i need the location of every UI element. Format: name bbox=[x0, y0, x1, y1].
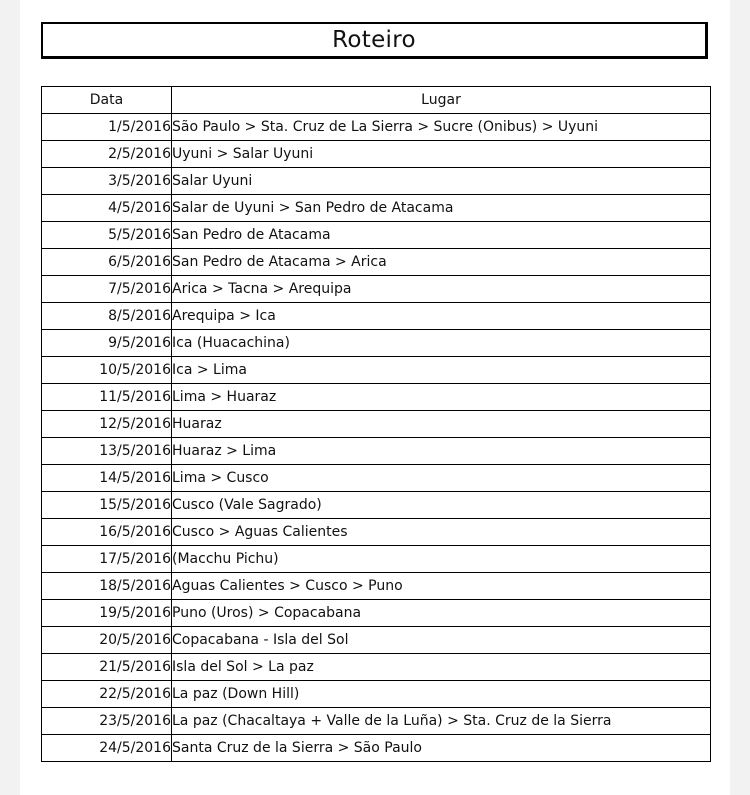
place-cell: Arica > Tacna > Arequipa bbox=[172, 276, 711, 303]
table-row bbox=[42, 357, 711, 384]
table-row bbox=[42, 519, 711, 546]
column-header-lugar: Lugar bbox=[172, 87, 711, 114]
date-cell: 23/5/2016 bbox=[42, 708, 172, 735]
table-row bbox=[42, 654, 711, 681]
place-cell: La paz (Chacaltaya + Valle de la Luña) > Sta. Cruz de la Sierra bbox=[172, 708, 711, 735]
date-cell: 24/5/2016 bbox=[42, 735, 172, 762]
table-header-row bbox=[42, 87, 711, 114]
place-cell: Puno (Uros) > Copacabana bbox=[172, 600, 711, 627]
date-cell: 8/5/2016 bbox=[42, 303, 172, 330]
table-row bbox=[42, 249, 711, 276]
place-cell: Salar de Uyuni > San Pedro de Atacama bbox=[172, 195, 711, 222]
document-sheet bbox=[20, 0, 730, 795]
table-row bbox=[42, 411, 711, 438]
table-row bbox=[42, 627, 711, 654]
itinerary-table bbox=[41, 86, 711, 762]
date-cell: 10/5/2016 bbox=[42, 357, 172, 384]
date-cell: 16/5/2016 bbox=[42, 519, 172, 546]
table-row bbox=[42, 465, 711, 492]
date-cell: 18/5/2016 bbox=[42, 573, 172, 600]
table-row bbox=[42, 276, 711, 303]
place-cell: (Macchu Pichu) bbox=[172, 546, 711, 573]
place-cell: Lima > Huaraz bbox=[172, 384, 711, 411]
date-cell: 1/5/2016 bbox=[42, 114, 172, 141]
place-cell: Huaraz bbox=[172, 411, 711, 438]
date-cell: 7/5/2016 bbox=[42, 276, 172, 303]
table-row bbox=[42, 492, 711, 519]
place-cell: Ica (Huacachina) bbox=[172, 330, 711, 357]
date-cell: 4/5/2016 bbox=[42, 195, 172, 222]
date-cell: 20/5/2016 bbox=[42, 627, 172, 654]
table-row bbox=[42, 114, 711, 141]
place-cell: São Paulo > Sta. Cruz de La Sierra > Sucre (Onibus) > Uyuni bbox=[172, 114, 711, 141]
date-cell: 14/5/2016 bbox=[42, 465, 172, 492]
place-cell: Isla del Sol > La paz bbox=[172, 654, 711, 681]
table-row bbox=[42, 600, 711, 627]
table-row bbox=[42, 573, 711, 600]
place-cell: Cusco > Aguas Calientes bbox=[172, 519, 711, 546]
date-cell: 21/5/2016 bbox=[42, 654, 172, 681]
date-cell: 22/5/2016 bbox=[42, 681, 172, 708]
place-cell: Huaraz > Lima bbox=[172, 438, 711, 465]
table-row bbox=[42, 141, 711, 168]
date-cell: 13/5/2016 bbox=[42, 438, 172, 465]
table-row bbox=[42, 222, 711, 249]
place-cell: Lima > Cusco bbox=[172, 465, 711, 492]
date-cell: 17/5/2016 bbox=[42, 546, 172, 573]
table-row bbox=[42, 438, 711, 465]
date-cell: 12/5/2016 bbox=[42, 411, 172, 438]
place-cell: San Pedro de Atacama > Arica bbox=[172, 249, 711, 276]
table-row bbox=[42, 681, 711, 708]
date-cell: 6/5/2016 bbox=[42, 249, 172, 276]
place-cell: Cusco (Vale Sagrado) bbox=[172, 492, 711, 519]
place-cell: Ica > Lima bbox=[172, 357, 711, 384]
table-row bbox=[42, 384, 711, 411]
table-row bbox=[42, 546, 711, 573]
date-cell: 19/5/2016 bbox=[42, 600, 172, 627]
place-cell: Santa Cruz de la Sierra > São Paulo bbox=[172, 735, 711, 762]
date-cell: 9/5/2016 bbox=[42, 330, 172, 357]
table-row bbox=[42, 330, 711, 357]
date-cell: 11/5/2016 bbox=[42, 384, 172, 411]
table-row bbox=[42, 195, 711, 222]
date-cell: 15/5/2016 bbox=[42, 492, 172, 519]
page-title: Roteiro bbox=[41, 22, 708, 59]
table-row bbox=[42, 735, 711, 762]
date-cell: 3/5/2016 bbox=[42, 168, 172, 195]
table-row bbox=[42, 168, 711, 195]
place-cell: Arequipa > Ica bbox=[172, 303, 711, 330]
table-row bbox=[42, 708, 711, 735]
place-cell: Uyuni > Salar Uyuni bbox=[172, 141, 711, 168]
place-cell: Salar Uyuni bbox=[172, 168, 711, 195]
date-cell: 5/5/2016 bbox=[42, 222, 172, 249]
place-cell: San Pedro de Atacama bbox=[172, 222, 711, 249]
column-header-data: Data bbox=[42, 87, 172, 114]
table-row bbox=[42, 303, 711, 330]
place-cell: Copacabana - Isla del Sol bbox=[172, 627, 711, 654]
date-cell: 2/5/2016 bbox=[42, 141, 172, 168]
place-cell: Aguas Calientes > Cusco > Puno bbox=[172, 573, 711, 600]
table-body bbox=[42, 114, 711, 762]
place-cell: La paz (Down Hill) bbox=[172, 681, 711, 708]
